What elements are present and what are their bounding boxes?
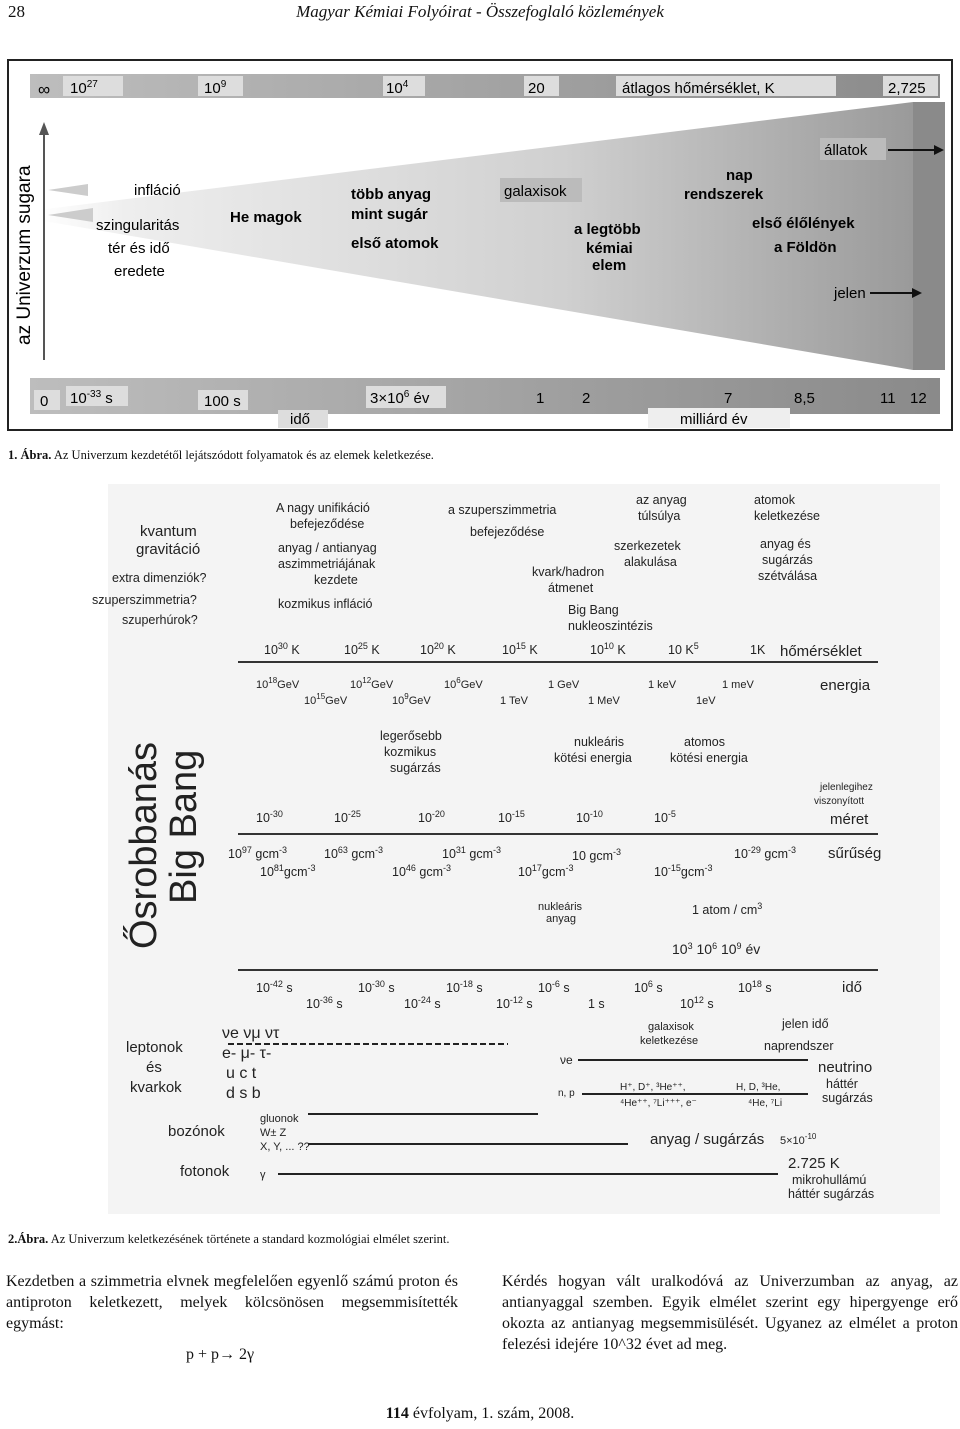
fig2-temp-1k: 1K: [750, 643, 766, 657]
fig2-dens-10: 10 gcm$^{-3}$: [572, 847, 622, 863]
fig1-he-magok: He magok: [230, 209, 302, 226]
fig2-nuclei1-a: H⁺, D⁺, ³He⁺⁺,: [620, 1082, 686, 1093]
fig2-dens-1e17: $10^{17}gcm^{-3}$: [518, 863, 574, 879]
fig1-temp-1e9: $10^9$: [204, 79, 227, 97]
fig2-temp-1e20: $10^{20}$ K: [420, 641, 456, 657]
fig2-note-atom-2: kötési energia: [670, 751, 748, 765]
fig2-gal-1: galaxisok: [648, 1021, 694, 1033]
fig2-ev-bbn-1: Big Bang: [568, 603, 619, 617]
fig2-ratio: $5\times 10^{-10}$: [780, 1132, 817, 1147]
fig1-elso-elolenyek: első élőlények: [752, 215, 855, 232]
fig2-en-1ev: 1eV: [696, 695, 716, 707]
fig1-temp-1e27: $10^{27}$: [70, 79, 98, 97]
fig2-neutrino-1: neutrino: [818, 1059, 873, 1076]
fig2-t-1e-24: $10^{-24}$ s: [404, 995, 441, 1011]
fig2-ev-anti-2: aszimmetriájának: [278, 557, 376, 571]
fig2-leptons-2: és: [146, 1059, 162, 1076]
fig2-size-1e-15: $10^{-15}$: [498, 809, 525, 825]
fig2-cmb-3: háttér sugárzás: [788, 1187, 875, 1201]
fig2-ev-matter-2: túlsúlya: [638, 509, 681, 523]
fig2-years: $10^3$ $10^6$ $10^9$ év: [672, 941, 761, 957]
fig2-note-strong-1: legerősebb: [380, 729, 442, 743]
fig1-elem: elem: [592, 257, 627, 274]
fig1-szingularitas: szingularitás: [96, 217, 180, 234]
fig1-time-7: 7: [724, 390, 733, 407]
fig2-temp-1e15: $10^{15}$ K: [502, 641, 538, 657]
fig2-gravitacio: gravitáció: [136, 541, 201, 558]
figure-1-caption-label: 1. Ábra.: [8, 448, 52, 462]
fig2-temp-1e10: $10^{10}$ K: [590, 641, 626, 657]
fig2-dens-1e31: $10^{31}$ gcm$^{-3}$: [442, 845, 502, 861]
figure-1-caption: [8, 448, 434, 463]
fig1-time-3e6: $3\times 10^6$ év: [370, 389, 430, 407]
fig2-dens-1e81: $10^{81}gcm^{-3}$: [260, 863, 316, 879]
fig2-ev-anti-3: kezdete: [314, 573, 358, 587]
fig2-energy-title: energia: [820, 677, 871, 694]
fig2-ev-matter-1: az anyag: [636, 493, 687, 507]
fig2-en-1mev: 1 meV: [722, 679, 754, 691]
fig2-ev-atoms-1: atomok: [754, 493, 795, 507]
fig1-temp-title: átlagos hőmérséklet, K: [622, 80, 775, 97]
fig1-jelen: jelen: [834, 285, 866, 302]
fig1-mint-sugar: mint sugár: [351, 206, 428, 223]
fig2-lep-row-4: d s b: [226, 1085, 261, 1102]
fig1-time-85: 8,5: [794, 390, 815, 407]
fig1-allatok: állatok: [824, 142, 868, 159]
fig2-ev-infl: kozmikus infláció: [278, 597, 373, 611]
fig1-time-12: 12: [910, 390, 927, 407]
fig2-lep-row-2: e- μ- τ-: [222, 1045, 272, 1062]
fig2-dens-1atom: 1 atom / $cm^3$: [692, 901, 763, 917]
fig2-dens-1e46: $10^{46}$ gcm$^{-3}$: [392, 863, 452, 879]
fig2-t-1e-42: $10^{-42}$ s: [256, 979, 293, 995]
fig2-size-title: méret: [830, 811, 869, 828]
left-paragraph: Kezdetben a szimmetria elvnek megfelelően egyenlő számú proton és antiproton keletkezett, melyek kölcsönösen megsemmisítették egymást:: [6, 1273, 458, 1332]
fig2-ev-susy-2: befejeződése: [470, 525, 545, 539]
fig2-szuperhurok: szuperhúrok?: [122, 613, 198, 627]
fig1-time-1: 1: [536, 390, 545, 407]
figure-2-caption: [8, 1232, 450, 1247]
fig2-size-1e-30: $10^{-30}$: [256, 809, 283, 825]
figure-2-caption-text: Az Univerzum keletkezésének története a standard kozmológiai elmélet szerint.: [50, 1232, 450, 1246]
fig1-temp-1e4: $10^4$: [386, 79, 409, 97]
fig2-size-note-2: viszonyított: [814, 796, 865, 807]
fig1-time-100s: 100 s: [204, 393, 241, 410]
fig2-lep-row-1: νe νμ ντ: [222, 1025, 280, 1042]
fig2-cmb-2: mikrohullámú: [792, 1173, 867, 1187]
fig2-size-1e-10: $10^{-10}$: [576, 809, 603, 825]
fig1-y-axis: az Univerzum sugara: [14, 165, 35, 345]
fig1-a-foldon: a Földön: [774, 239, 837, 256]
fig2-kvantum: kvantum: [140, 523, 197, 540]
fig2-en-1e18: $10^{18}GeV$: [256, 676, 300, 691]
fig2-size-note-1: jelenlegihez: [820, 782, 873, 793]
fig2-osrobbanas: Ősrobbanás: [123, 741, 165, 949]
fig1-time-2: 2: [582, 390, 591, 407]
fig2-dens-title: sűrűség: [828, 845, 882, 862]
fig1-nap: nap: [726, 167, 753, 184]
fig2-cmb-1: 2.725 K: [788, 1155, 840, 1172]
fig2-ev-decoup-1: anyag és: [760, 537, 811, 551]
fig2-szuperszimm: szuperszimmetria?: [92, 593, 197, 607]
fig1-time-unit: milliárd év: [680, 411, 748, 428]
fig2-ev-qh-1: kvark/hadron: [532, 565, 605, 579]
fig2-leptons-3: kvarkok: [130, 1079, 182, 1096]
fig2-nuclei1-b: ⁴He⁺⁺, ⁷Li⁺⁺⁺, e⁻: [620, 1098, 697, 1109]
fig2-ev-bbn-2: nukleoszintézis: [568, 619, 653, 633]
fig1-time-1e-33: $10^{-33}$ s: [70, 389, 113, 407]
fig2-jelen-ido: jelen idő: [782, 1017, 829, 1031]
fig1-inflacio: infláció: [134, 182, 181, 199]
fig2-t-1e18: $10^{18}$ s: [738, 979, 772, 995]
fig2-note-nuc-2: kötési energia: [554, 751, 632, 765]
fig2-ev-decoup-3: szétválása: [758, 569, 818, 583]
right-paragraph: Kérdés hogyan vált uralkodóvá az Univerzumban az anyag, az antianyaggal szemben. Egyik elmélet szerint egy hipergyenge erő okozta az antianyag megsemmisülését. Ugyanez az elmélet a proton felezési idejére 10^32 évet ad meg.: [502, 1273, 958, 1353]
fig2-neutrino-2: háttér: [826, 1077, 858, 1091]
fig1-galaxisok: galaxisok: [504, 183, 567, 200]
footer: [0, 1405, 960, 1423]
fig2-size-1e-5: $10^{-5}$: [654, 809, 676, 825]
fig2-en-1e12: $10^{12}GeV$: [350, 676, 394, 691]
fig2-gal-2: keletkezése: [640, 1035, 699, 1047]
fig1-kemiai: kémiai: [586, 240, 633, 257]
fig2-t-1e-36: $10^{-36}$ s: [306, 995, 343, 1011]
fig2-t-1e6: $10^6$ s: [634, 979, 663, 995]
fig2-leptons-1: leptonok: [126, 1039, 183, 1056]
fig2-nuclei2-b: ⁴He, ⁷Li: [748, 1098, 783, 1109]
fig2-t-1e-30: $10^{-30}$ s: [358, 979, 395, 995]
fig1-time-11: 11: [880, 390, 896, 407]
figure-1: [8, 60, 952, 440]
fig2-dens-1e63: $10^{63}$ gcm$^{-3}$: [324, 845, 384, 861]
fig2-en-1mev-b: 1 MeV: [588, 695, 620, 707]
fig2-nu-label: νe: [560, 1053, 573, 1067]
fig2-temp-title: hőmérséklet: [780, 643, 862, 660]
fig2-en-1e15: $10^{15}GeV$: [304, 692, 348, 707]
fig1-temp-inf: ∞: [38, 80, 51, 99]
journal-title: Magyar Kémiai Folyóirat - Összefoglaló közlemények: [296, 2, 664, 21]
fig2-t-1e-6: $10^{-6}$ s: [538, 979, 570, 995]
fig2-boson-wz: W± Z: [260, 1127, 287, 1139]
fig2-dens-1e-15: $10^{-15}gcm^{-3}$: [654, 863, 713, 879]
fig2-en-1gev: 1 GeV: [548, 679, 580, 691]
fig2-dens-nuc-2: anyag: [546, 913, 576, 925]
fig2-photon-symbol: γ: [260, 1169, 266, 1181]
fig2-en-1kev: 1 keV: [648, 679, 677, 691]
fig2-dens-1e-29: $10^{-29}$ gcm$^{-3}$: [734, 845, 797, 861]
fig2-naprendszer: naprendszer: [764, 1039, 834, 1053]
fig2-note-nuc-1: nukleáris: [574, 735, 625, 749]
fig2-en-1tev: 1 TeV: [500, 695, 528, 707]
fig1-time-title: idő: [290, 411, 311, 428]
fig2-t-1s: 1 s: [588, 997, 605, 1011]
fig2-neutrino-3: sugárzás: [822, 1091, 873, 1105]
fig2-time-title: idő: [842, 979, 863, 996]
equation: p + p→ 2γ: [186, 1346, 255, 1363]
fig2-en-1e6: $10^6GeV$: [444, 676, 483, 691]
fig2-ev-struct-2: alakulása: [624, 555, 677, 569]
fig2-ev-struct-1: szerkezetek: [614, 539, 681, 553]
fig2-en-1e9: $10^9GeV$: [392, 692, 431, 707]
fig2-ev-unif-1: A nagy unifikáció: [276, 501, 370, 515]
figure-2: [92, 484, 940, 1214]
footer-volume: 114: [385, 1405, 409, 1422]
fig2-size-1e-25: $10^{-25}$: [334, 809, 361, 825]
fig2-t-1e-12: $10^{-12}$ s: [496, 995, 533, 1011]
fig2-bosons-label: bozónok: [168, 1123, 225, 1140]
fig1-elso-atomok: első atomok: [351, 235, 439, 252]
fig2-ev-unif-2: befejeződése: [290, 517, 365, 531]
figure-2-caption-label: 2.Ábra.: [8, 1232, 49, 1246]
fig2-big-bang: Big Bang: [163, 749, 205, 904]
fig2-ev-susy-1: a szuperszimmetria: [448, 503, 557, 517]
fig2-dens-1e97: $10^{97}$ gcm$^{-3}$: [228, 845, 288, 861]
fig2-t-1e-18: $10^{-18}$ s: [446, 979, 483, 995]
fig2-temp-1e25: $10^{25}$ K: [344, 641, 380, 657]
page-number: 28: [8, 2, 25, 21]
fig2-lep-row-3: u c t: [226, 1065, 257, 1082]
fig2-extra-dim: extra dimenziók?: [112, 571, 207, 585]
fig1-tobb-anyag: több anyag: [351, 186, 432, 203]
fig2-size-1e-20: $10^{-20}$: [418, 809, 445, 825]
fig2-note-strong-3: sugárzás: [390, 761, 441, 775]
fig2-note-strong-2: kozmikus: [384, 745, 437, 759]
fig2-temp-1e5: 10 $K^5$: [668, 641, 699, 657]
fig1-eredete: eredete: [114, 263, 165, 280]
fig1-legtobb: a legtöbb: [574, 221, 641, 238]
fig1-time-0: 0: [40, 393, 49, 410]
fig1-temp-20: 20: [528, 80, 545, 97]
footer-issue: évfolyam, 1. szám, 2008.: [408, 1405, 575, 1422]
fig1-ter-es-ido: tér és idő: [108, 240, 170, 257]
fig2-photons-label: fotonok: [180, 1163, 230, 1180]
fig2-note-atom-1: atomos: [684, 735, 725, 749]
fig2-nuclei2-a: H, D, ³He,: [736, 1082, 781, 1093]
figure-1-caption-text: Az Univerzum kezdetétől lejátszódott folyamatok és az elemek keletkezése.: [53, 448, 434, 462]
fig2-ev-atoms-2: keletkezése: [754, 509, 821, 523]
fig2-temp-1e30: $10^{30}$ K: [264, 641, 300, 657]
fig2-ev-qh-2: átmenet: [548, 581, 594, 595]
fig2-matter-radiation: anyag / sugárzás: [650, 1131, 765, 1148]
fig1-rendszerek: rendszerek: [684, 186, 764, 203]
fig1-temp-2725: 2,725: [888, 80, 926, 97]
fig2-boson-xy: X, Y, ... ??: [260, 1141, 310, 1153]
fig2-boson-gluon: gluonok: [260, 1113, 299, 1125]
fig2-np-label: n, p: [558, 1088, 575, 1099]
fig2-t-1e12: $10^{12}$ s: [680, 995, 714, 1011]
fig2-ev-decoup-2: sugárzás: [762, 553, 813, 567]
fig2-dens-nuc-1: nukleáris: [538, 901, 583, 913]
fig2-ev-anti-1: anyag / antianyag: [278, 541, 377, 555]
